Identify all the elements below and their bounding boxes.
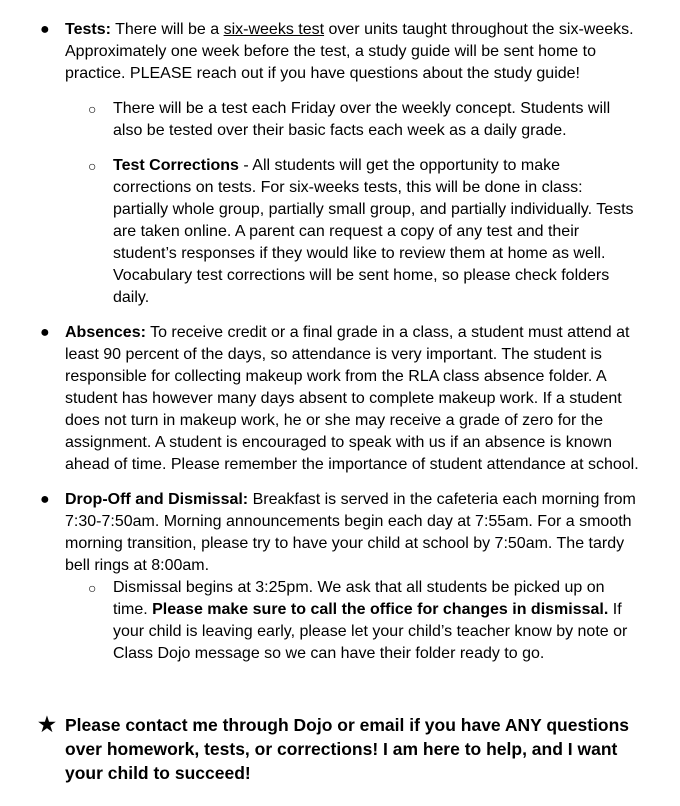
bullet-icon: ● [40,21,50,38]
sub-bullet-icon: ○ [88,580,97,596]
bullet-icon: ● [40,491,50,508]
dropoff-paragraph [65,491,636,574]
star-icon: ★ [38,714,56,736]
dropoff-subitem-dismissal [0,577,680,665]
absences-item [0,322,680,476]
tests-text-before-link: There will be a [110,21,224,38]
absences-paragraph [65,324,639,473]
tests-text-after-link: over units taught throughout the six-weeks. Approximately one week before the test, a study guide will be sent home to practice. PLEASE reach out if you have questions about the study guide! [65,21,634,82]
dropoff-label: Drop-Off and Dismissal: [65,491,249,508]
tests-paragraph [65,21,634,82]
dismissal-bold-text: Please make sure to call the office for changes in dismissal. [152,601,609,618]
absences-text: To receive credit or a final grade in a class, a student must attend at least 90 percent of the days, so attendance is very important. The student is responsible for collecting makeup work from the RLA class absence folder. A student has however many days absent to complete makeup work. If a student does not turn in makeup work, he or she may receive a grade of zero for the assignment. A student is encouraged to speak with us if an absence is known ahead of time. Please remember the importance of student attendance at school. [65,324,639,473]
six-weeks-test-link[interactable]: six-weeks test [223,21,325,38]
sub-bullet-icon: ○ [88,158,97,174]
dismissal-text-1: Dismissal begins at 3:25pm. We ask that all students be picked up on time. [113,579,605,618]
dismissal-text-2: If your child is leaving early, please let your child’s teacher know by note or Class Dojo message so we can have their folder ready to go. [113,601,628,662]
test-corrections-paragraph [113,157,634,306]
tests-label: Tests: [65,21,111,38]
absences-label: Absences: [65,324,146,341]
tests-subitem-weekly [0,98,680,142]
test-corrections-label: Test Corrections [113,157,239,174]
dropoff-item [0,489,680,577]
closing-note [0,713,680,785]
sub-bullet-icon: ○ [88,101,97,117]
tests-subitem-corrections [0,155,680,309]
bullet-icon: ● [40,324,50,341]
test-corrections-text: - All students will get the opportunity to make corrections on tests. For six-weeks tests, this will be done in class: partially whole group, partially small group, and partially individually. Tests are taken online. A parent can request a copy of any test and their student’s responses if they would like to review them at home as well. Vocabulary test corrections will be sent home, so please check folders daily. [113,157,634,306]
dismissal-paragraph [113,579,627,662]
tests-weekly-text: There will be a test each Friday over the weekly concept. Students will also be tested over their basic facts each week as a daily grade. [113,100,611,139]
tests-item [0,19,680,85]
closing-text: Please contact me through Dojo or email if you have ANY questions over homework, tests, or corrections! I am here to help, and I want your child to succeed! [65,715,630,783]
dropoff-text: Breakfast is served in the cafeteria each morning from 7:30-7:50am. Morning announcements begin each day at 7:55am. For a smooth morning transition, please try to have your child at school by 7:50am. The tardy bell rings at 8:00am. [65,491,636,574]
